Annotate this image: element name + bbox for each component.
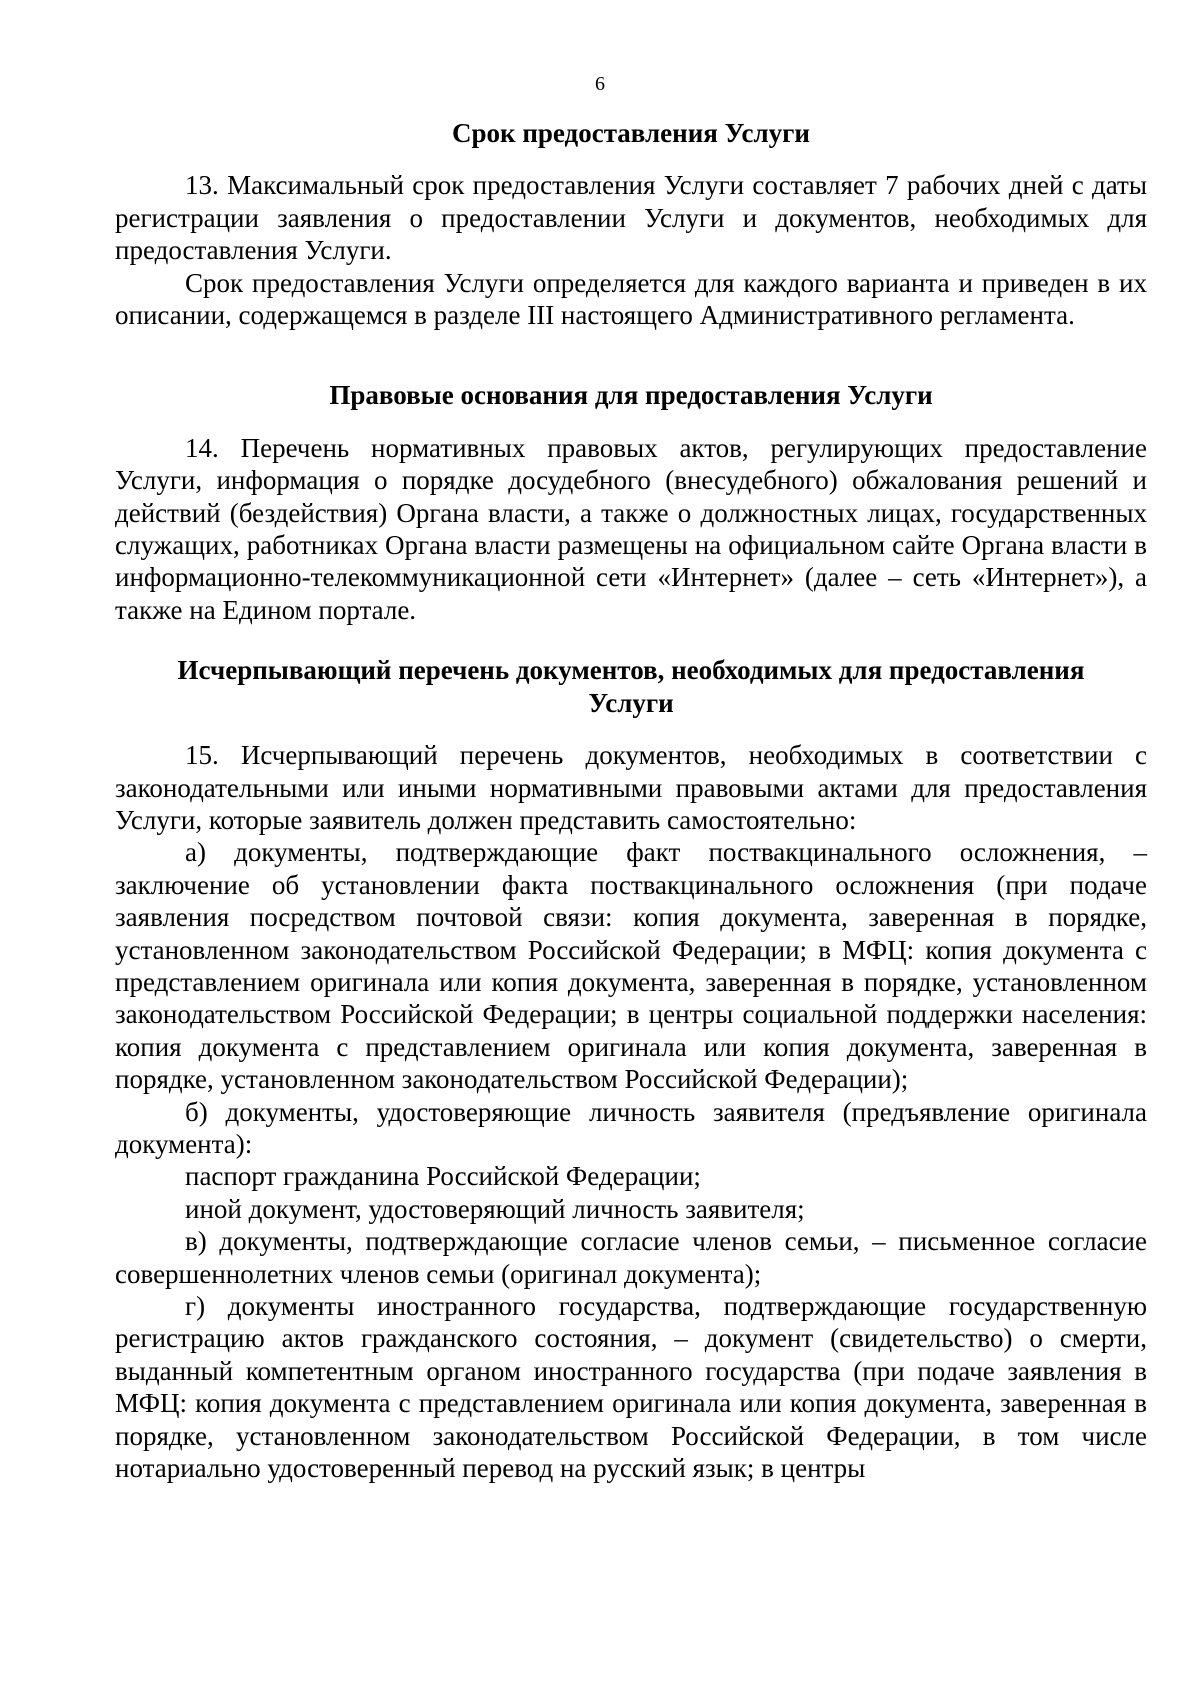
paragraph-14: 14. Перечень нормативных правовых актов, регулирующих предоставление Услуги, информация о порядке досудебного (внесудебного) обжалования решений и действий (бездействия) Органа власти, а также о должностных лицах, государственных служащих, работниках Органа власти размещены на официальном сайте Органа власти в информационно-телекоммуникационной сети «Интернет» (далее – сеть «Интернет»), а также на Едином портале.	[115, 432, 1147, 625]
spacer	[115, 149, 1147, 169]
paragraph-15-v: в) документы, подтверждающие согласие членов семьи, – письменное согласие совершеннолетних членов семьи (оригинал документа);	[115, 1226, 1147, 1289]
spacer	[115, 626, 1147, 654]
paragraph-15-g: г) документы иностранного государства, подтверждающие государственную регистрацию актов гражданского состояния, – документ (свидетельство) о смерти, выданный компетентным органом иностранного государства (при подаче заявления в МФЦ: копия документа с представлением оригинала или копия документа, заверенная в порядке, установленном законодательством Российской Федерации, в том числе нотариально удостоверенный перевод на русский язык; в центры	[115, 1291, 1147, 1484]
spacer	[115, 412, 1147, 432]
spacer	[115, 331, 1147, 379]
paragraph-13: 13. Максимальный срок предоставления Услуги составляет 7 рабочих дней с даты регистрации заявления о предоставлении Услуги и документов, необходимых для предоставления Услуги.	[115, 170, 1147, 266]
heading-documents-list	[115, 654, 1147, 719]
paragraph-15-b-other-id: иной документ, удостоверяющий личность заявителя;	[185, 1193, 805, 1224]
heading-legal-grounds: Правовые основания для предоставления Услуги	[329, 380, 933, 411]
page-number: 6	[595, 73, 605, 95]
paragraph-15-b: б) документы, удостоверяющие личность заявителя (предъявление оригинала документа):	[115, 1096, 1147, 1159]
document-body	[115, 117, 1147, 1484]
paragraph-15-b-passport: паспорт гражданина Российской Федерации;	[185, 1161, 701, 1192]
heading-documents-list-line1: Исчерпывающий перечень документов, необходимых для предоставления	[177, 655, 1085, 686]
heading-documents-list-line2: Услуги	[588, 687, 674, 718]
paragraph-15-a: а) документы, подтверждающие факт поствакцинального осложнения, – заключение об установлении факта поствакцинального осложнения (при подаче заявления посредством почтовой связи: копия документа, заверенная в порядке, установленном законодательством Российской Федерации; в МФЦ: копия документа с представлением оригинала или копия документа, заверенная в порядке, установленном законодательством Российской Федерации; в центры социальной поддержки населения: копия документа с представлением оригинала или копия документа, заверенная в порядке, установленном законодательством Российской Федерации);	[115, 837, 1147, 1095]
heading-service-term: Срок предоставления Услуги	[452, 118, 810, 148]
spacer	[115, 719, 1147, 739]
paragraph-15: 15. Исчерпывающий перечень документов, необходимых в соответствии с законодательными или иными нормативными правовыми актами для предоставления Услуги, которые заявитель должен представить самостоятельно:	[115, 740, 1147, 835]
paragraph-13-term-note: Срок предоставления Услуги определяется для каждого варианта и приведен в их описании, содержащемся в разделе III настоящего Административного регламента.	[115, 267, 1147, 331]
